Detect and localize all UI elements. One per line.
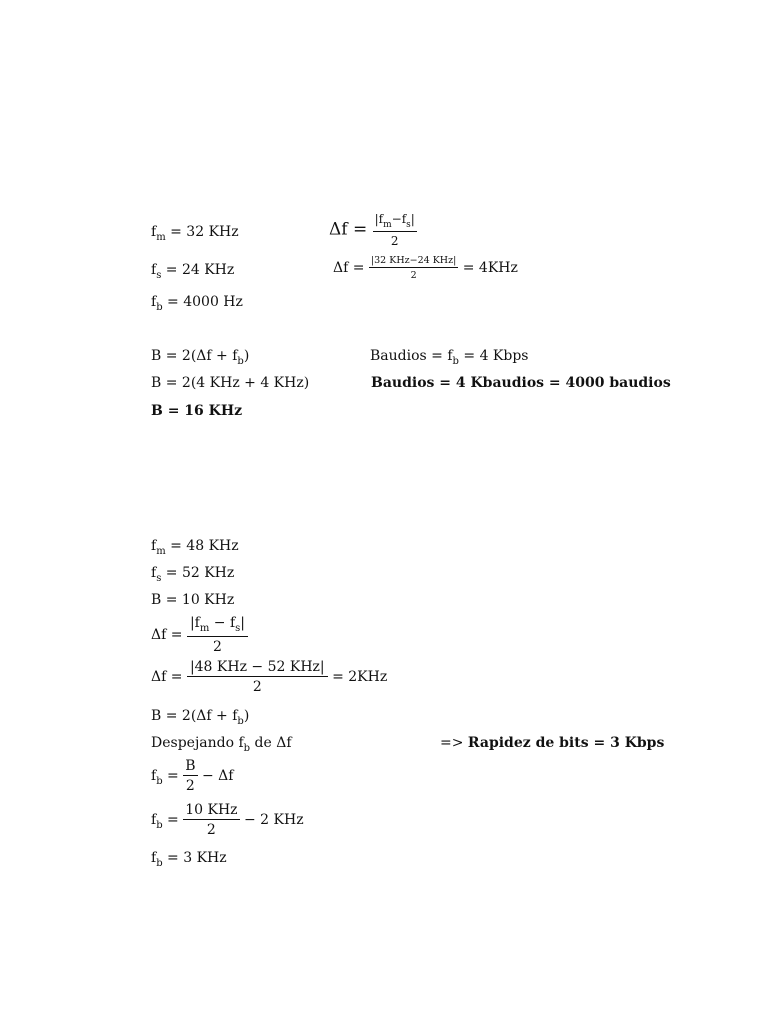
p1-fs-line — [151, 263, 234, 281]
p1-fs-value: = 24 KHz — [165, 262, 235, 278]
p2-fb2-denominator: 2 — [183, 819, 239, 837]
p2-desp-post: de Δf — [254, 735, 292, 751]
p2-fbr-value: = 3 KHz — [167, 850, 227, 866]
p1-fs-sym: f — [151, 262, 157, 278]
p2-fs-value: = 52 KHz — [165, 565, 235, 581]
p2-fs-sub: s — [156, 573, 162, 584]
p1-b-formula — [151, 349, 249, 367]
p1-bf-post: ) — [243, 348, 250, 364]
p1-fb-value: = 4000 Hz — [167, 294, 243, 310]
p1-fm-sub: m — [156, 232, 166, 243]
p2-fb2-numerator: 10 KHz — [185, 802, 238, 818]
p1-fs-sub: s — [156, 270, 162, 281]
p2-fm-sym: f — [151, 538, 157, 554]
p2-fm-value: = 48 KHz — [170, 538, 239, 554]
p1-dfc-denominator: 2 — [369, 267, 458, 281]
p1-dfc-result: = 4KHz — [462, 260, 518, 276]
p2-desp-pre: Despejando f — [151, 735, 244, 751]
p2-bf-pre: B = 2(Δf + f — [151, 708, 238, 724]
p1-baud-sub: b — [452, 356, 459, 367]
p2-fb1-numerator: B — [185, 758, 196, 774]
p1-fm-sym: f — [151, 224, 157, 240]
p2-rapidez-arrow: => — [440, 735, 464, 751]
p1-baud-pre: Baudios = f — [370, 348, 453, 364]
p2-df-calc — [151, 660, 387, 694]
p1-fb-sym: f — [151, 294, 157, 310]
p2-fb2-rhs: − 2 KHz — [244, 812, 304, 828]
p1-df-calc — [333, 256, 518, 280]
p1-df-lhs: Δf = — [329, 219, 368, 240]
p1-fm-value: = 32 KHz — [170, 224, 239, 240]
p2-fs-line — [151, 566, 234, 584]
p2-desp-sub: b — [243, 743, 251, 754]
p2-fb-formula1 — [151, 759, 233, 793]
p2-rapidez — [440, 736, 664, 750]
p2-b-line: B = 10 KHz — [151, 592, 235, 608]
p2-fb2-sym: f — [151, 812, 157, 828]
p1-df-formula — [329, 213, 417, 247]
p2-fm-line — [151, 539, 239, 557]
p2-df-fraction — [187, 616, 248, 654]
p1-bf-sub: b — [237, 356, 244, 367]
p2-fb1-sub: b — [156, 776, 163, 787]
p2-fs-sym: f — [151, 565, 157, 581]
p2-fm-sub: m — [156, 546, 166, 557]
p2-dfc-result: = 2KHz — [332, 669, 388, 685]
p2-bf-sub: b — [237, 716, 244, 727]
p2-fb-result — [151, 851, 227, 869]
p2-despejando — [151, 736, 292, 754]
p1-bf-pre: B = 2(Δf + f — [151, 348, 238, 364]
p2-bf-post: ) — [243, 708, 250, 724]
p1-df-numerator: $|f_m-f_s|$ — [374, 212, 415, 230]
p2-fb1-eq: = — [167, 768, 179, 784]
p2-b-formula — [151, 709, 249, 727]
p1-baud-result: Baudios = 4 Kbaudios = 4000 baudios — [371, 375, 671, 391]
p2-fb2-fraction — [183, 803, 239, 837]
p1-df-denominator: 2 — [373, 231, 417, 247]
p1-fm-line — [151, 225, 239, 243]
p1-dfc-lhs: Δf = — [333, 260, 365, 276]
p1-dfc-numerator: |32 KHz−24 KHz| — [370, 255, 457, 266]
p2-fb2-eq: = — [167, 812, 179, 828]
p2-df-numerator: $|f_m - f_s|$ — [189, 615, 245, 634]
p2-df-formula — [151, 616, 248, 654]
p2-dfc-fraction — [187, 660, 328, 694]
p2-dfc-lhs: Δf = — [151, 669, 183, 685]
p2-df-lhs: Δf = — [151, 627, 183, 643]
p2-fb1-denominator: 2 — [183, 775, 197, 793]
p1-b-result: B = 16 KHz — [151, 403, 243, 419]
p2-dfc-denominator: 2 — [187, 676, 328, 694]
p1-b-calc: B = 2(4 KHz + 4 KHz) — [151, 375, 310, 391]
p1-dfc-fraction — [369, 256, 458, 280]
p2-fb2-sub: b — [156, 820, 163, 831]
p1-fb-sub: b — [156, 302, 163, 313]
p2-fb1-fraction — [183, 759, 197, 793]
p2-rapidez-text: Rapidez de bits = 3 Kbps — [467, 735, 665, 751]
p2-dfc-numerator: |48 KHz − 52 KHz| — [189, 659, 325, 675]
p1-baud-formula — [370, 349, 529, 367]
p1-fb-line — [151, 295, 243, 313]
p2-fb1-sym: f — [151, 768, 157, 784]
p2-fb1-rhs: − Δf — [201, 768, 234, 784]
p2-fbr-sub: b — [156, 858, 163, 869]
p2-fbr-sym: f — [151, 850, 157, 866]
p1-baud-post: = 4 Kbps — [463, 348, 529, 364]
p1-df-fraction — [373, 213, 417, 247]
p2-df-denominator: 2 — [187, 636, 248, 654]
p2-fb-formula2 — [151, 803, 304, 837]
